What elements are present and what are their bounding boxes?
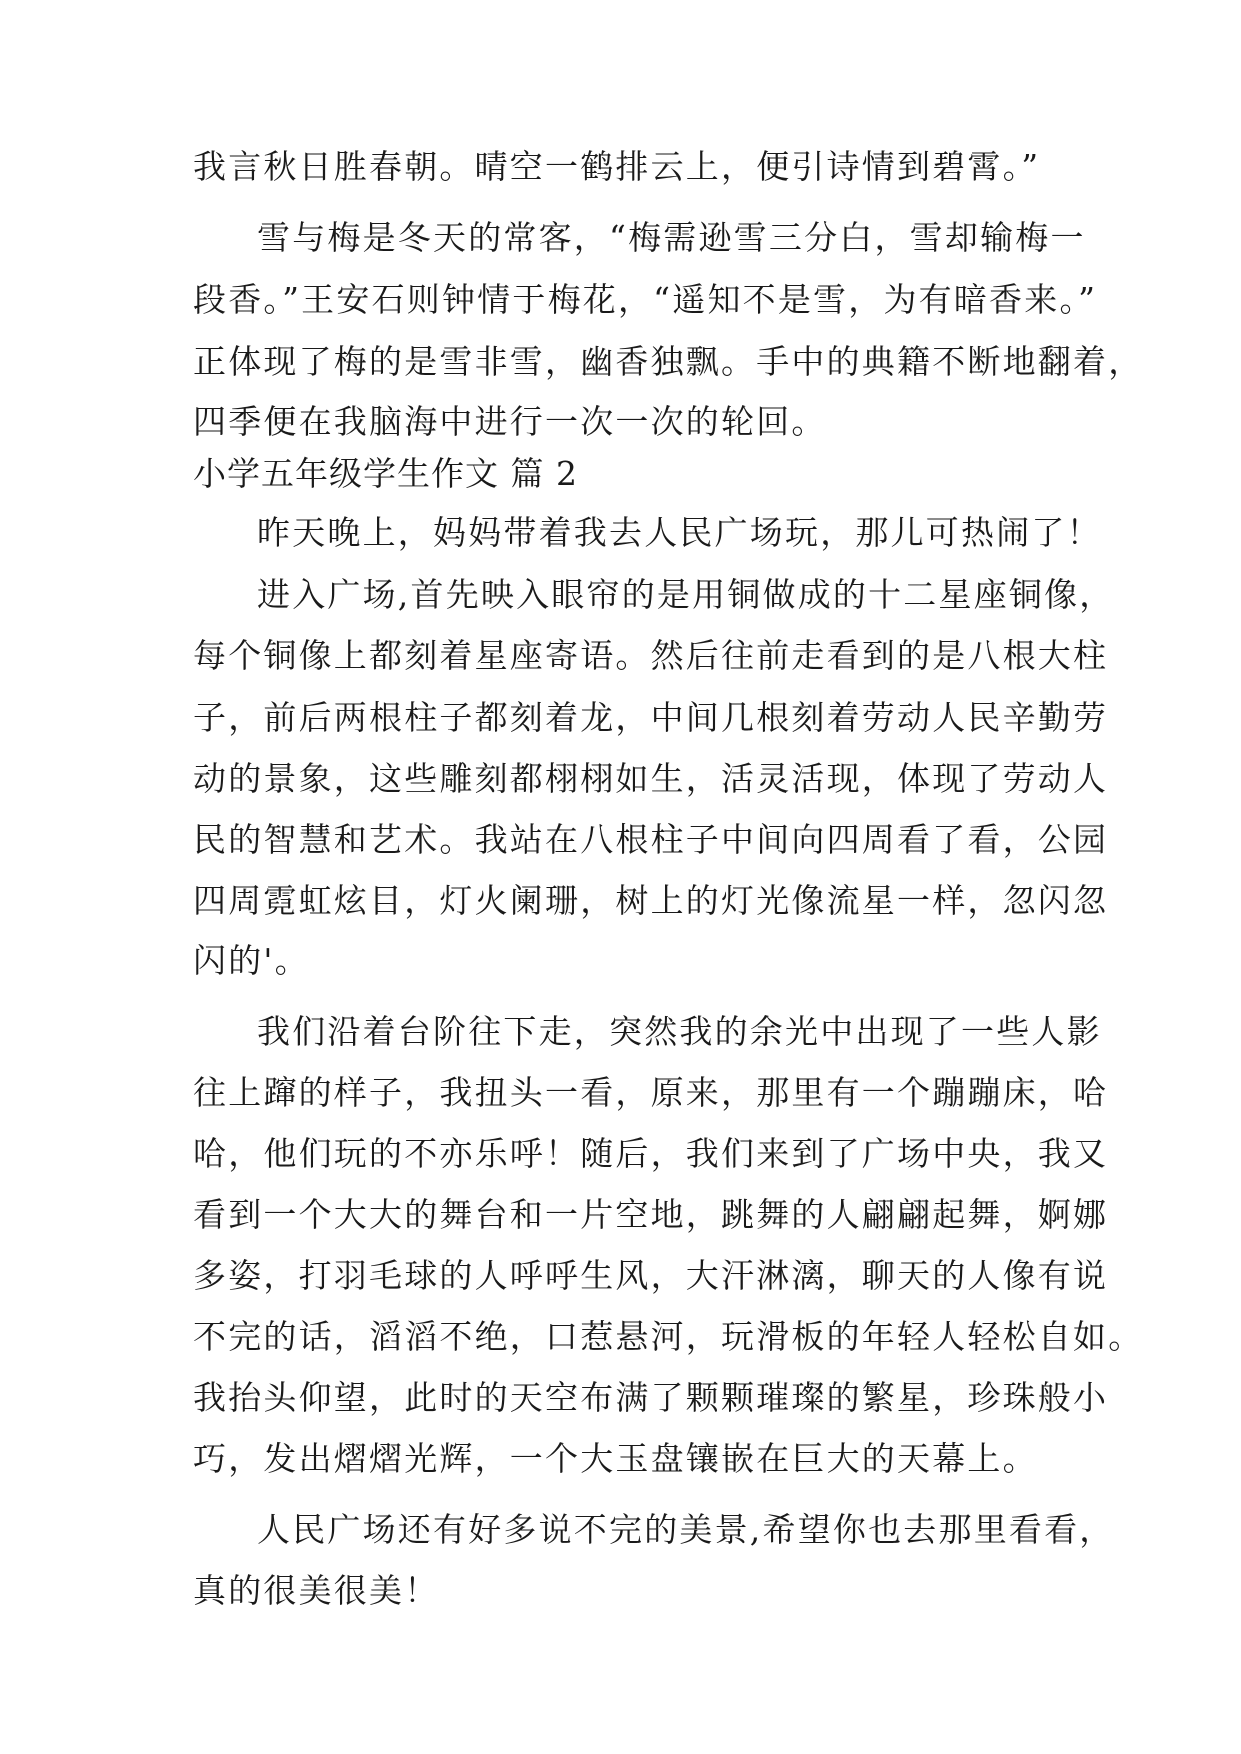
paragraph-first-line: 进入广场,首先映入眼帘的是用铜做成的十二星座铜像，	[257, 575, 1115, 614]
text-line: 四季便在我脑海中进行一次一次的轮回。	[193, 402, 827, 441]
text-line: 巧，发出熠熠光辉，一个大玉盘镶嵌在巨大的天幕上。	[193, 1439, 1038, 1478]
text-line: 我抬头仰望，此时的天空布满了颗颗璀璨的繁星，珍珠般小	[193, 1378, 1109, 1417]
text-line: 哈，他们玩的不亦乐呼！随后，我们来到了广场中央，我又	[193, 1134, 1109, 1173]
text-line: 民的智慧和艺术。我站在八根柱子中间向四周看了看，公园	[193, 820, 1109, 859]
text-line: 看到一个大大的舞台和一片空地，跳舞的人翩翩起舞，婀娜	[193, 1195, 1109, 1234]
text-line: 四周霓虹炫目，灯火阑珊，树上的灯光像流星一样，忽闪忽	[193, 881, 1109, 920]
text-line: 每个铜像上都刻着星座寄语。然后往前走看到的是八根大柱	[193, 636, 1109, 675]
text-line: 闪的'。	[193, 941, 310, 980]
text-line: 多姿，打羽毛球的人呼呼生风，大汗淋漓，聊天的人像有说	[193, 1256, 1109, 1295]
section-heading: 小学五年级学生作文 篇 2	[193, 454, 578, 493]
text-line: 动的景象，这些雕刻都栩栩如生，活灵活现，体现了劳动人	[193, 759, 1109, 798]
paragraph-first-line: 昨天晚上，妈妈带着我去人民广场玩，那儿可热闹了！	[257, 513, 1102, 552]
text-line: 子，前后两根柱子都刻着龙，中间几根刻着劳动人民辛勤劳	[193, 698, 1109, 737]
text-line: 不完的话，滔滔不绝，口惹悬河，玩滑板的年轻人轻松自如。	[193, 1317, 1144, 1356]
paragraph-first-line: 我们沿着台阶往下走，突然我的余光中出现了一些人影	[257, 1012, 1102, 1051]
text-line: 我言秋日胜春朝。晴空一鹤排云上，便引诗情到碧霄。”	[193, 147, 1041, 186]
text-line: 往上蹿的样子，我扭头一看，原来，那里有一个蹦蹦床，哈	[193, 1073, 1109, 1112]
text-line: 正体现了梅的是雪非雪，幽香独飘。手中的典籍不断地翻着，	[193, 342, 1144, 381]
paragraph-first-line: 雪与梅是冬天的常客，“梅需逊雪三分白，雪却输梅一	[257, 218, 1086, 257]
paragraph-first-line: 人民广场还有好多说不完的美景,希望你也去那里看看，	[257, 1510, 1115, 1549]
text-line: 真的很美很美！	[193, 1571, 440, 1610]
text-line: 段香。”王安石则钟情于梅花，“遥知不是雪，为有暗香来。”	[193, 280, 1098, 319]
